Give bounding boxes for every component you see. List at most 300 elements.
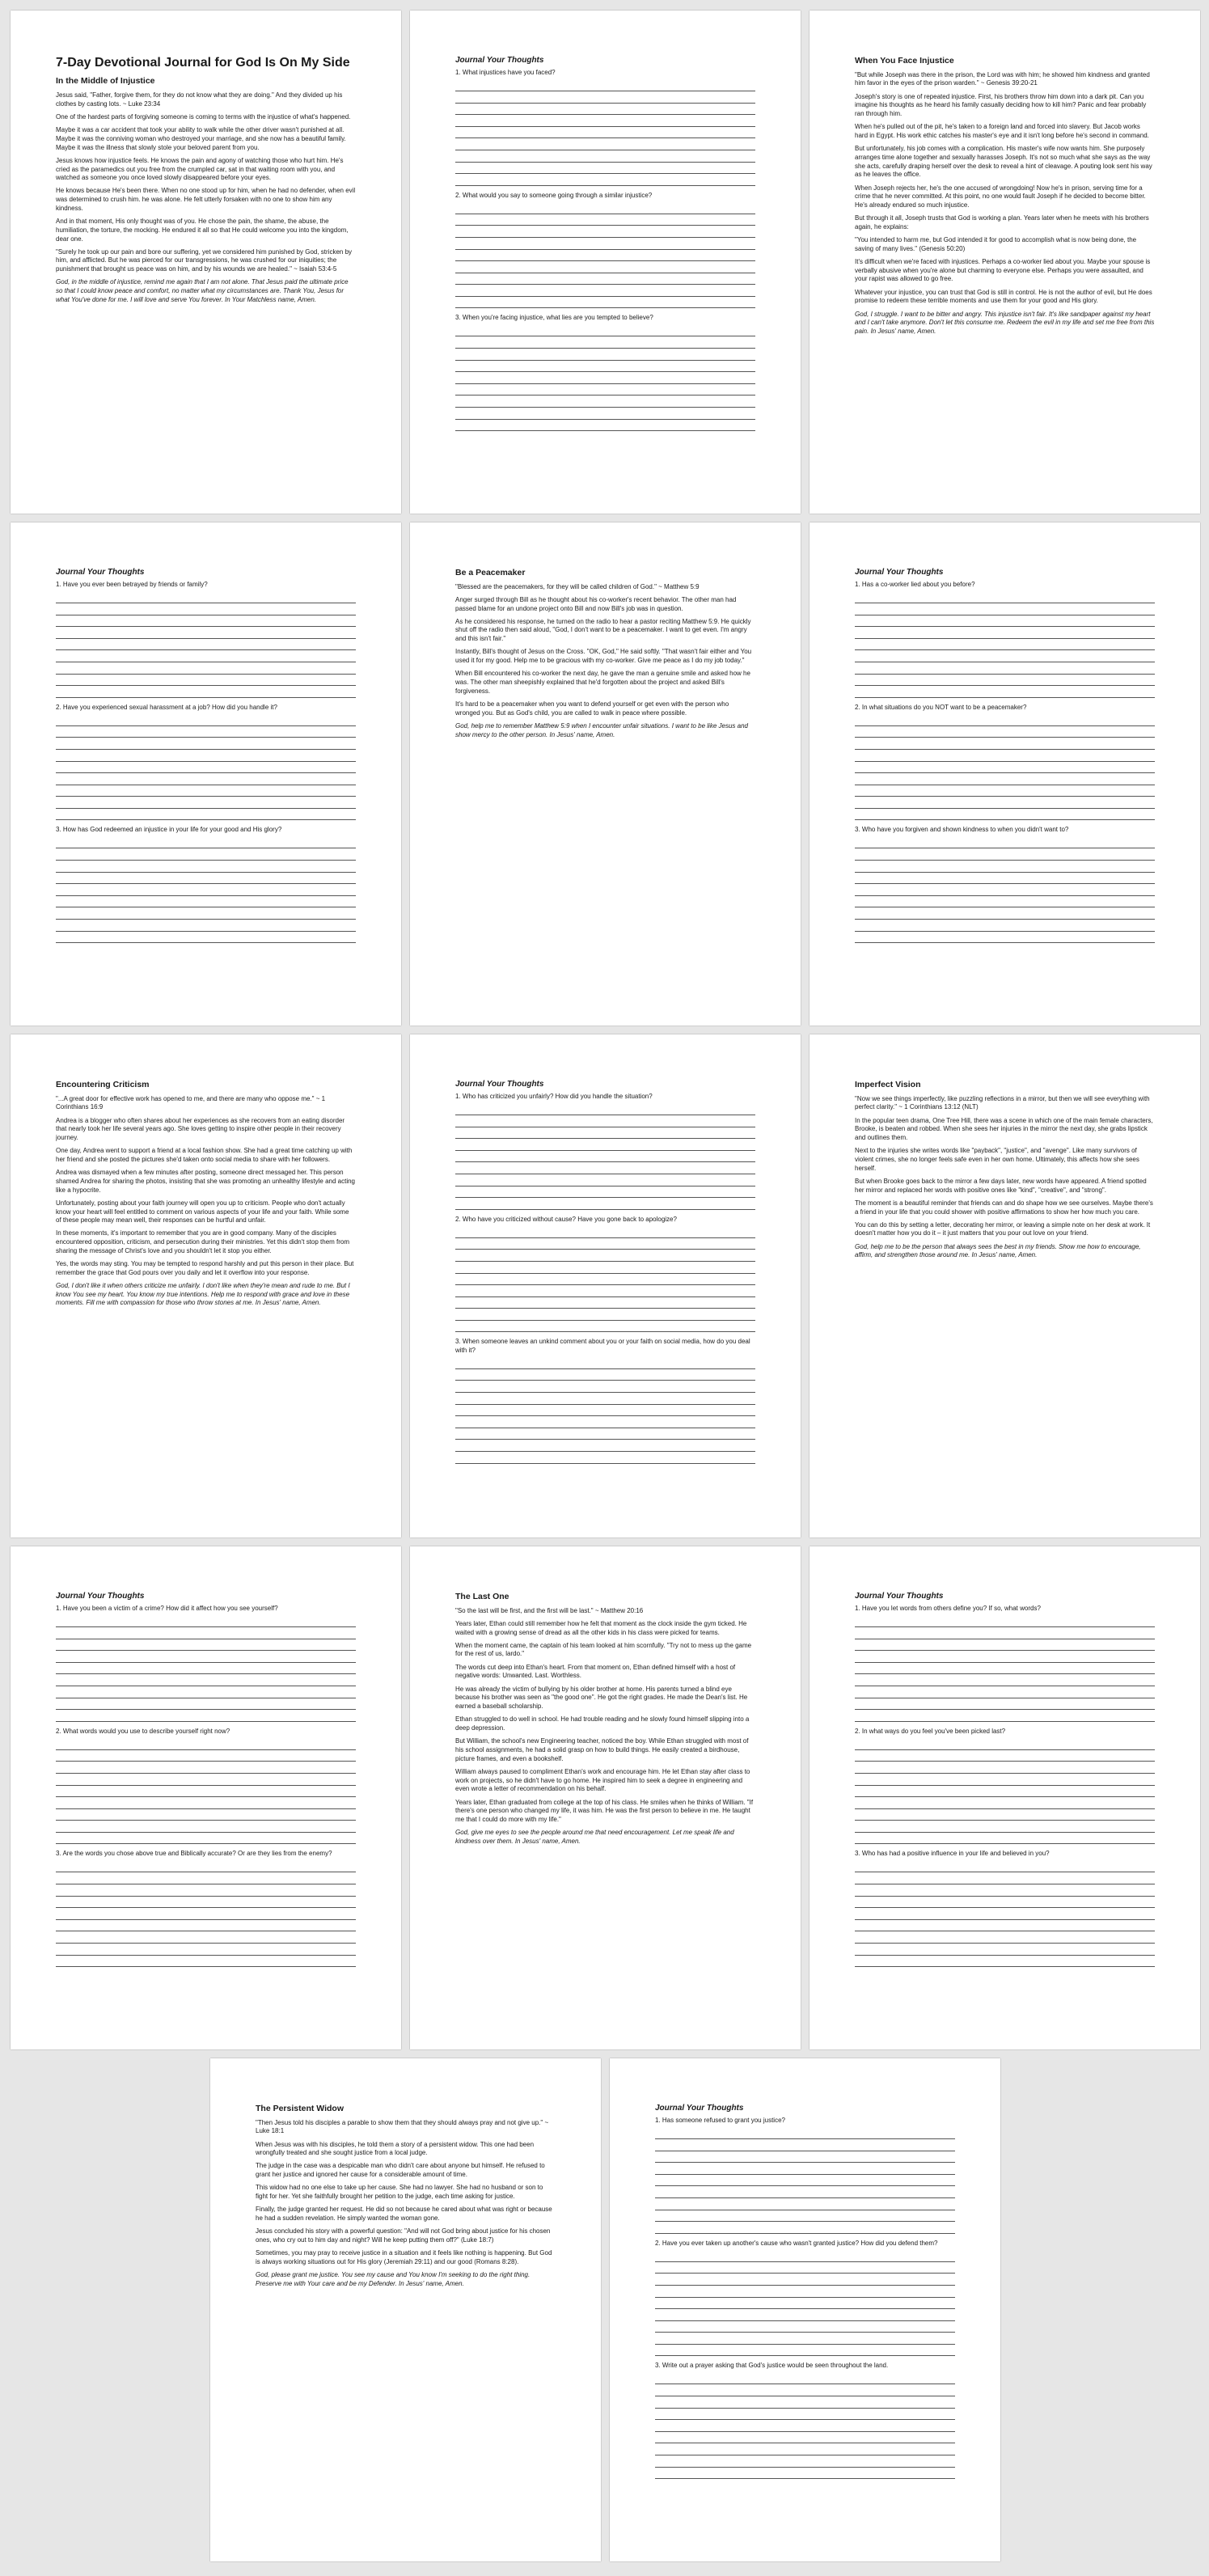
body-paragraph: When Jesus was with his disciples, he told them a story of a persistent widow. This one had been wrongfully treated and she sought justice from a local judge.: [256, 2140, 535, 2157]
writing-line[interactable]: [655, 2432, 955, 2444]
writing-line[interactable]: [56, 1663, 356, 1675]
writing-line[interactable]: [455, 1198, 755, 1210]
writing-line[interactable]: [855, 896, 1155, 908]
writing-line[interactable]: [655, 2210, 955, 2223]
writing-line[interactable]: [855, 785, 1155, 797]
writing-line[interactable]: [855, 1686, 1155, 1698]
body-paragraph: In the popular teen drama, One Tree Hill, there was a scene in which one of the main female characters, Brooke, is beaten and robbed. When she sees her injuries in the mirror the next day, she grabs lipstick and outlines them.: [855, 1116, 1153, 1141]
body-paragraph: Andrea was dismayed when a few minutes after posting, someone direct messaged her. This person shamed Andrea for sharing the photos, insisting that she was promoting an unhealthy lifestyle and acting like a hypocrite.: [56, 1169, 356, 1194]
writing-line[interactable]: [56, 662, 356, 675]
writing-line[interactable]: [855, 1627, 1155, 1639]
writing-line[interactable]: [855, 686, 1155, 698]
body-paragraph: Instantly, Bill's thought of Jesus on the Cross. "OK, God," He said softly. "That wasn't fair either and You used it for my good. Help me to be gracious with my co-worker. Give me peace as I do my job today.": [455, 648, 752, 665]
prayer-text: God, in the middle of injustice, remind me again that I am not alone. That Jesus paid the ultimate price so that I could know peace and comfort, no matter what my circumstances are. Thank You, Jesus for what You've done for me. I will love and serve You forever. In Your Matchless name, Amen.: [56, 278, 349, 303]
writing-line[interactable]: [455, 1115, 755, 1127]
writing-line[interactable]: [455, 163, 755, 175]
writing-line[interactable]: [655, 2443, 955, 2455]
writing-line[interactable]: [855, 1809, 1155, 1821]
writing-line[interactable]: [455, 372, 755, 384]
writing-line[interactable]: [455, 238, 755, 250]
writing-line[interactable]: [56, 1774, 356, 1786]
writing-line[interactable]: [855, 873, 1155, 885]
writing-line[interactable]: [56, 1710, 356, 1722]
page-10: [11, 1546, 401, 2049]
writing-line[interactable]: [56, 1821, 356, 1833]
writing-line[interactable]: [56, 603, 356, 615]
page-4: [11, 522, 401, 1026]
writing-line[interactable]: [56, 615, 356, 628]
writing-line[interactable]: [56, 714, 356, 726]
page-9: [810, 1034, 1200, 1538]
writing-line[interactable]: [855, 726, 1155, 738]
writing-line[interactable]: [855, 1750, 1155, 1762]
writing-line[interactable]: [56, 1931, 356, 1944]
writing-line[interactable]: [56, 797, 356, 809]
writing-line[interactable]: [56, 762, 356, 774]
writing-line[interactable]: [455, 1321, 755, 1333]
journal-title: 7-Day Devotional Journal for God Is On My Side: [56, 56, 350, 70]
body-paragraph: The moment is a beautiful reminder that friends can and do shape how we see ourselves. Maybe there's a friend in your life that you could shower with positive affirmations to show her how much you care.: [855, 1199, 1153, 1216]
writing-line[interactable]: [56, 726, 356, 738]
writing-line[interactable]: [455, 150, 755, 163]
journal-question: 2. Have you experienced sexual harassment at a job? How did you handle it?: [56, 703, 277, 711]
writing-line[interactable]: [455, 1250, 755, 1262]
writing-line[interactable]: [455, 285, 755, 297]
writing-line[interactable]: [56, 1897, 356, 1909]
writing-line[interactable]: [56, 861, 356, 873]
writing-line[interactable]: [855, 1833, 1155, 1845]
body-paragraph: But William, the school's new Engineering teacher, noticed the boy. While Ethan struggled with most of his school assignments, he had a solid grasp on how to build things. He easily created a birdhouse, picture frames, and even a bookshelf.: [455, 1737, 749, 1762]
writing-line[interactable]: [56, 1956, 356, 1968]
writing-line[interactable]: [56, 884, 356, 896]
writing-line[interactable]: [56, 896, 356, 908]
writing-line[interactable]: [56, 1884, 356, 1897]
writing-line[interactable]: [855, 675, 1155, 687]
writing-line[interactable]: [855, 773, 1155, 785]
writing-line[interactable]: [655, 2321, 955, 2333]
writing-line[interactable]: [455, 1297, 755, 1309]
writing-line[interactable]: [655, 2262, 955, 2274]
prayer-text: God, help me to remember Matthew 5:9 when I encounter unfair situations. I want to be like Jesus and show mercy to the other person. In Jesus' name, Amen.: [455, 721, 748, 738]
writing-line[interactable]: [655, 2175, 955, 2187]
body-paragraph: Ethan struggled to do well in school. He had trouble reading and he slowly found himself slipping into a deep depression.: [455, 1715, 750, 1732]
writing-line[interactable]: [855, 1797, 1155, 1809]
writing-line[interactable]: [455, 174, 755, 186]
writing-line[interactable]: [455, 1103, 755, 1115]
page-8: [410, 1034, 801, 1538]
journal-question: 3. How has God redeemed an injustice in your life for your good and His glory?: [56, 826, 282, 834]
writing-line[interactable]: [855, 1774, 1155, 1786]
writing-line[interactable]: [455, 1309, 755, 1321]
writing-line[interactable]: [56, 1639, 356, 1652]
writing-line[interactable]: [455, 1369, 755, 1381]
writing-line[interactable]: [655, 2309, 955, 2321]
body-paragraph: Years later, Ethan could still remember how he felt that moment as the clock inside the gym ticked. He waited with a growing sense of dread as all the other kids in his class were picked for teams.: [455, 1619, 747, 1636]
devotional-heading: When You Face Injustice: [855, 56, 954, 66]
writing-line[interactable]: [655, 2222, 955, 2234]
writing-lines: [855, 591, 1155, 697]
writing-line[interactable]: [855, 932, 1155, 944]
writing-line[interactable]: [855, 603, 1155, 615]
journal-question: 1. What injustices have you faced?: [455, 69, 556, 76]
writing-line[interactable]: [56, 1686, 356, 1698]
writing-lines: [56, 837, 356, 943]
writing-line[interactable]: [855, 1956, 1155, 1968]
writing-lines: [855, 837, 1155, 943]
writing-line[interactable]: [455, 1381, 755, 1393]
writing-lines: [455, 1357, 755, 1463]
writing-lines: [655, 2250, 955, 2356]
body-paragraph: Maybe it was a car accident that took your ability to walk while the other driver wasn't punished at all. Maybe it was the conniving woman who destroyed your marriage, and she now has a beautiful family. Maybe it was the illness that slowly stole your beloved parent from you.: [56, 126, 346, 151]
writing-lines: [56, 714, 356, 820]
body-paragraph: "Blessed are the peacemakers, for they will be called children of God." ~ Matthew 5:9: [455, 582, 700, 590]
writing-line[interactable]: [56, 1651, 356, 1663]
writing-line[interactable]: [855, 1821, 1155, 1833]
writing-lines: [855, 1861, 1155, 1967]
writing-line[interactable]: [56, 1809, 356, 1821]
writing-line[interactable]: [855, 750, 1155, 762]
writing-line[interactable]: [855, 920, 1155, 932]
prayer-text: God, give me eyes to see the people around me that need encouragement. Let me speak life and kindness over them. In Jesus' name, Amen.: [455, 1829, 734, 1845]
writing-line[interactable]: [56, 750, 356, 762]
writing-line[interactable]: [455, 1274, 755, 1286]
writing-line[interactable]: [455, 91, 755, 104]
writing-lines: [455, 79, 755, 185]
writing-line[interactable]: [855, 884, 1155, 896]
writing-line[interactable]: [655, 2455, 955, 2468]
writing-lines: [455, 325, 755, 431]
journal-question: 1. Have you ever been betrayed by friends or family?: [56, 581, 208, 588]
writing-line[interactable]: [855, 1710, 1155, 1722]
writing-line[interactable]: [655, 2127, 955, 2139]
writing-lines: [855, 1738, 1155, 1844]
writing-line[interactable]: [56, 920, 356, 932]
journal-question: 3. Who has had a positive influence in your life and believed in you?: [855, 1850, 1050, 1858]
writing-line[interactable]: [855, 797, 1155, 809]
writing-line[interactable]: [855, 662, 1155, 675]
writing-lines: [56, 1615, 356, 1721]
writing-line[interactable]: [855, 1615, 1155, 1627]
writing-line[interactable]: [855, 809, 1155, 821]
page-3: [810, 11, 1200, 514]
writing-line[interactable]: [655, 2139, 955, 2151]
body-paragraph: Finally, the judge granted her request. He did so not because he cared about what was right or because he had a sudden revelation. He simply wanted the woman gone.: [256, 2206, 552, 2223]
writing-line[interactable]: [855, 1651, 1155, 1663]
page-2: [410, 11, 801, 514]
body-paragraph: And in that moment, His only thought was of you. He chose the pain, the shame, the abuse, the humiliation, the torture, the mocking. He endured it all so that He could welcome you into the kingdom, dear one.: [56, 218, 349, 243]
writing-line[interactable]: [56, 1762, 356, 1774]
body-paragraph: Next to the injuries she writes words like "payback", "justice", and "avenge". Like many survivors of violent crimes, she no longer feels safe even in her own home. Ultimately, this affects how she sees herself.: [855, 1147, 1139, 1172]
writing-line[interactable]: [655, 2163, 955, 2175]
writing-line[interactable]: [655, 2384, 955, 2396]
writing-line[interactable]: [56, 686, 356, 698]
writing-line[interactable]: [455, 384, 755, 396]
writing-line[interactable]: [855, 1762, 1155, 1774]
writing-line[interactable]: [855, 1931, 1155, 1944]
journal-question: 3. Are the words you chose above true and Biblically accurate? Or are they lies from the enemy?: [56, 1850, 332, 1858]
writing-line[interactable]: [455, 1357, 755, 1369]
writing-line[interactable]: [56, 873, 356, 885]
writing-line[interactable]: [56, 675, 356, 687]
writing-line[interactable]: [455, 420, 755, 432]
writing-line[interactable]: [655, 2250, 955, 2262]
body-paragraph: "...A great door for effective work has opened to me, and there are many who oppose me." ~ 1 Corinthians 16:9: [56, 1094, 326, 1111]
journal-section-title: Journal Your Thoughts: [56, 568, 145, 577]
body-paragraph: "So the last will be first, and the first will be last." ~ Matthew 20:16: [455, 1606, 644, 1614]
writing-line[interactable]: [56, 1627, 356, 1639]
writing-line[interactable]: [56, 1786, 356, 1798]
writing-line[interactable]: [655, 2345, 955, 2357]
body-paragraph: "You intended to harm me, but God intended it for good to accomplish what is now being done, the saving of many lives." (Genesis 50:20): [855, 236, 1137, 252]
writing-line[interactable]: [56, 809, 356, 821]
devotional-heading: Encountering Criticism: [56, 1080, 150, 1089]
writing-line[interactable]: [855, 1738, 1155, 1750]
writing-lines: [455, 1226, 755, 1332]
journal-question: 2. In what ways do you feel you've been picked last?: [855, 1727, 1006, 1735]
writing-line[interactable]: [855, 738, 1155, 750]
writing-line[interactable]: [655, 2373, 955, 2385]
body-paragraph: "Now we see things imperfectly, like puzzling reflections in a mirror, but then we will see everything with perfect clarity." ~ 1 Corinthians 13:12 (NLT): [855, 1094, 1150, 1111]
body-paragraph: "Surely he took up our pain and bore our suffering, yet we considered him punished by God, stricken by him, and afflicted. But he was pierced for our transgressions, he was crushed for our iniquities; the punishment that brought us peace was on him, and by his wounds we are healed." ~ Isaiah 53:4-5: [56, 247, 353, 273]
writing-line[interactable]: [455, 297, 755, 309]
writing-line[interactable]: [56, 1861, 356, 1873]
writing-line[interactable]: [655, 2186, 955, 2198]
journal-question: 2. Who have you criticized without cause? Have you gone back to apologize?: [455, 1215, 677, 1223]
writing-line[interactable]: [655, 2151, 955, 2164]
body-paragraph: When Bill encountered his co-worker the next day, he gave the man a genuine smile and asked how he was. The other man sheepishly explained that he'd forgotten about the project and asked Bill's forgiveness.: [455, 670, 750, 695]
writing-line[interactable]: [455, 1416, 755, 1428]
journal-question: 2. What words would you use to describe yourself right now?: [56, 1727, 230, 1735]
writing-line[interactable]: [455, 138, 755, 150]
writing-line[interactable]: [855, 639, 1155, 651]
writing-line[interactable]: [455, 1452, 755, 1464]
writing-line[interactable]: [855, 1920, 1155, 1932]
writing-line[interactable]: [855, 1639, 1155, 1652]
page-14: [610, 2058, 1000, 2561]
body-paragraph: It's difficult when we're faced with injustices. Perhaps a co-worker lied about you. Maybe your spouse is verbally abusive when you're alone but charming to everyone else. Perhaps you were assaulted, and your rapist was allowed to go free.: [855, 258, 1151, 283]
prayer-text: God, I don't like it when others criticize me unfairly. I don't like when they're mean and rude to me. But I know You see my heart. You know my true intentions. Help me to respond with grace and love in these moments. Fill me with compassion for those who throw stones at me. In Jesus' name, Amen.: [56, 1282, 350, 1307]
writing-line[interactable]: [56, 1920, 356, 1932]
journal-question: 3. Who have you forgiven and shown kindness to when you didn't want to?: [855, 826, 1069, 834]
writing-line[interactable]: [455, 1139, 755, 1151]
body-paragraph: Andrea is a blogger who often shares about her experiences as she recovers from an eating disorder that nearly took her life several years ago. She loves getting to inspire other people in their recovery journey.: [56, 1116, 345, 1141]
writing-line[interactable]: [455, 349, 755, 361]
page-5: [410, 522, 801, 1026]
writing-line[interactable]: [655, 2298, 955, 2310]
body-paragraph: Jesus concluded his story with a powerful question: "And will not God bring about justice for his chosen ones, who cry out to him day and night? Will he keep putting them off?" (Luke 18:7): [256, 2227, 551, 2244]
body-paragraph: But through it all, Joseph trusts that God is working a plan. Years later when he meets with his brothers again, he explains:: [855, 214, 1149, 231]
body-paragraph: Jesus said, "Father, forgive them, for they do not know what they are doing." And they divided up his clothes by casting lots. ~ Luke 23:34: [56, 91, 343, 108]
page-11: [410, 1546, 801, 2049]
writing-line[interactable]: [455, 1238, 755, 1250]
body-paragraph: This widow had no one else to take up her cause. She had no lawyer. She had no husband or son to fight for her. Yet she faithfully brought her petition to the judge, each time asking for justice.: [256, 2184, 543, 2201]
devotional-heading: Be a Peacemaker: [455, 568, 526, 577]
page-6: [810, 522, 1200, 1026]
page-1: [11, 11, 401, 514]
writing-line[interactable]: [855, 1786, 1155, 1798]
writing-line[interactable]: [855, 1908, 1155, 1920]
writing-line[interactable]: [655, 2274, 955, 2286]
writing-line[interactable]: [855, 1897, 1155, 1909]
journal-section-title: Journal Your Thoughts: [56, 1592, 145, 1601]
writing-line[interactable]: [56, 932, 356, 944]
body-paragraph: It's hard to be a peacemaker when you want to defend yourself or get even with the person who wronged you. But as God's child, you are called to walk in peace where possible.: [455, 700, 729, 717]
writing-line[interactable]: [455, 127, 755, 139]
writing-line[interactable]: [855, 714, 1155, 726]
writing-line[interactable]: [655, 2198, 955, 2210]
writing-line[interactable]: [855, 627, 1155, 639]
body-paragraph: Jesus knows how injustice feels. He knows the pain and agony of watching those who hurt him. He's cried as the paramedics out you free from the crumpled car, sat in that waiting room with you, and watched as someone you once loved slowly disappeared before your eyes.: [56, 156, 344, 182]
writing-line[interactable]: [56, 1738, 356, 1750]
writing-line[interactable]: [455, 1440, 755, 1452]
writing-line[interactable]: [56, 785, 356, 797]
body-paragraph: "Then Jesus told his disciples a parable to show them that they should always pray and not give up." ~ Luke 18:1: [256, 2118, 549, 2135]
writing-line[interactable]: [56, 773, 356, 785]
writing-line[interactable]: [56, 1615, 356, 1627]
writing-line[interactable]: [455, 325, 755, 337]
writing-line[interactable]: [655, 2333, 955, 2345]
writing-line[interactable]: [455, 104, 755, 116]
writing-line[interactable]: [455, 336, 755, 349]
writing-line[interactable]: [56, 848, 356, 861]
body-paragraph: As he considered his response, he turned on the radio to hear a pastor reciting Matthew 5:9. He quickly shut off the radio then said aloud, "God, I don't want to be a peacemaker. I want to get even. I'm angry and this isn't fair.": [455, 617, 751, 643]
body-paragraph: But unfortunately, his job comes with a complication. His master's wife now wants him. She purposely arranges time alone together and sexually harasses Joseph. It's not so much what she says as the way she acts, carefully draping herself over the desk to reveal a hint of cleavage. A pouting look sent his way as he leaves the office.: [855, 145, 1152, 179]
journal-question: 3. When you're facing injustice, what lies are you tempted to believe?: [455, 314, 653, 322]
writing-line[interactable]: [855, 615, 1155, 628]
writing-line[interactable]: [855, 837, 1155, 849]
writing-line[interactable]: [855, 1663, 1155, 1675]
writing-line[interactable]: [56, 627, 356, 639]
writing-line[interactable]: [455, 1393, 755, 1405]
page-12: [810, 1546, 1200, 2049]
writing-line[interactable]: [56, 591, 356, 603]
writing-line[interactable]: [855, 848, 1155, 861]
body-paragraph: Years later, Ethan graduated from college at the top of his class. He smiles when he thinks of William. "If there's one person who changed my life, it was him. He was the first person to believe in me. He taught me that I could do more with my life.": [455, 1798, 754, 1823]
writing-line[interactable]: [56, 1674, 356, 1686]
writing-line[interactable]: [455, 1162, 755, 1174]
writing-line[interactable]: [455, 361, 755, 373]
body-paragraph: The words cut deep into Ethan's heart. From that moment on, Ethan defined himself with a host of negative words: Unwanted. Last. Worthless.: [455, 1663, 736, 1680]
journal-question: 1. Who has criticized you unfairly? How did you handle the situation?: [455, 1093, 653, 1100]
writing-line[interactable]: [56, 1833, 356, 1845]
journal-question: 1. Has someone refused to grant you justice?: [655, 2117, 785, 2124]
body-paragraph: One of the hardest parts of forgiving someone is coming to terms with the injustice of what's happened.: [56, 112, 351, 121]
prayer-text: God, I struggle. I want to be bitter and angry. This injustice isn't fair. It's like sandpaper against my heart and I can't take anymore. Don't let this consume me. Redeem the evil in my life and set me free from this pain. In Jesus' name, Amen.: [855, 310, 1155, 336]
writing-lines: [855, 714, 1155, 820]
writing-line[interactable]: [855, 1861, 1155, 1873]
journal-question: 1. Have you let words from others define you? If so, what words?: [855, 1605, 1041, 1612]
body-paragraph: The judge in the case was a despicable man who didn't care about anyone but himself. He refused to grant her justice and ignored her cause for a considerable amount of time.: [256, 2162, 545, 2179]
body-paragraph: Yes, the words may sting. You may be tempted to respond harshly and put this person in their place. But remember the grace that God pours over you daily and let it overflow into your response.: [56, 1260, 354, 1276]
writing-line[interactable]: [655, 2396, 955, 2409]
writing-lines: [56, 1861, 356, 1967]
journal-section-title: Journal Your Thoughts: [455, 1080, 544, 1089]
writing-line[interactable]: [855, 1674, 1155, 1686]
writing-line[interactable]: [455, 1262, 755, 1274]
writing-line[interactable]: [455, 214, 755, 226]
writing-line[interactable]: [855, 907, 1155, 920]
writing-line[interactable]: [655, 2468, 955, 2480]
body-paragraph: One day, Andrea went to support a friend at a local fashion show. She had a great time catching up with her friend and she posted the pictures she'd taken onto social media to share with her followers.: [56, 1147, 353, 1163]
prayer-text: God, please grant me justice. You see my cause and You know I'm seeking to do the right thing. Preserve me with Your care and be my Defender. In Jesus' name, Amen.: [256, 2271, 531, 2287]
writing-line[interactable]: [56, 738, 356, 750]
writing-line[interactable]: [455, 273, 755, 286]
writing-line[interactable]: [455, 408, 755, 420]
writing-line[interactable]: [655, 2409, 955, 2421]
page-13: [210, 2058, 601, 2561]
writing-line[interactable]: [855, 861, 1155, 873]
writing-line[interactable]: [455, 202, 755, 214]
writing-line[interactable]: [56, 650, 356, 662]
writing-line[interactable]: [455, 115, 755, 127]
writing-line[interactable]: [56, 1908, 356, 1920]
writing-line[interactable]: [56, 837, 356, 849]
writing-lines: [855, 1615, 1155, 1721]
writing-line[interactable]: [455, 1174, 755, 1186]
writing-line[interactable]: [455, 395, 755, 408]
writing-line[interactable]: [855, 762, 1155, 774]
writing-line[interactable]: [455, 1285, 755, 1297]
body-paragraph: When Joseph rejects her, he's the one accused of wrongdoing! Now he's in prison, serving time for a crime that he never committed. At this point, no one would fault Joseph if he decided to become bitter. He's already endured so much injustice.: [855, 184, 1146, 209]
journal-section-title: Journal Your Thoughts: [455, 56, 544, 65]
body-paragraph: When he's pulled out of the pit, he's taken to a foreign land and forced into slavery. But Jacob works hard in Egypt. His work ethic catches his master's eye and it isn't long before he's second in command.: [855, 123, 1149, 139]
devotional-heading: The Persistent Widow: [256, 2104, 345, 2113]
writing-line[interactable]: [455, 1186, 755, 1199]
writing-line[interactable]: [655, 2420, 955, 2432]
writing-line[interactable]: [455, 1127, 755, 1140]
writing-line[interactable]: [56, 1944, 356, 1956]
writing-line[interactable]: [855, 1698, 1155, 1711]
writing-line[interactable]: [455, 1151, 755, 1163]
writing-line[interactable]: [855, 591, 1155, 603]
body-paragraph: When the moment came, the captain of his team looked at him scornfully. "Try not to mess up the game for the rest of us, lardo.": [455, 1641, 752, 1658]
body-paragraph: He knows because He's been there. When no one stood up for him, when he had no defender, when evil was determined to crush him. he was alone. He felt utterly forsaken with no one to show him any kindness.: [56, 187, 356, 212]
journal-question: 2. What would you say to someone going through a similar injustice?: [455, 191, 653, 199]
writing-line[interactable]: [855, 1944, 1155, 1956]
writing-line[interactable]: [455, 1226, 755, 1238]
devotional-heading: In the Middle of Injustice: [56, 76, 155, 87]
writing-line[interactable]: [56, 907, 356, 920]
writing-line[interactable]: [455, 1428, 755, 1440]
writing-line[interactable]: [855, 1884, 1155, 1897]
writing-line[interactable]: [855, 1872, 1155, 1884]
writing-line[interactable]: [455, 226, 755, 238]
devotional-heading: The Last One: [455, 1592, 509, 1601]
body-paragraph: Whatever your injustice, you can trust that God is still in control. He is not the author of evil, but He does promise to redeem these terrible moments and use them for your good and His glory.: [855, 288, 1152, 305]
prayer-text: God, help me to be the person that always sees the best in my friends. Show me how to encourage, affirm, and strengthen those around me. In Jesus' name, Amen.: [855, 1242, 1141, 1259]
body-paragraph: Anger surged through Bill as he thought about his co-worker's recent behavior. The other man had passed blame for an undone project onto Bill and now Bill's job was in question.: [455, 595, 737, 612]
writing-line[interactable]: [655, 2286, 955, 2298]
writing-lines: [455, 202, 755, 308]
writing-lines: [455, 1103, 755, 1209]
body-paragraph: Joseph's story is one of repeated injustice. First, his brothers throw him down into a dark pit. Can you imagine his thoughts as he heard his family casually deciding how to kill him? Panic and fear probably ran through him.: [855, 92, 1147, 117]
writing-line[interactable]: [56, 639, 356, 651]
devotional-heading: Imperfect Vision: [855, 1080, 921, 1089]
body-paragraph: "But while Joseph was there in the prison, the Lord was with him; he showed him kindness and granted him favor in the eyes of the prison warden." ~ Genesis 39:20-21: [855, 70, 1150, 87]
writing-line[interactable]: [455, 250, 755, 262]
writing-line[interactable]: [855, 650, 1155, 662]
writing-line[interactable]: [56, 1872, 356, 1884]
writing-line[interactable]: [56, 1698, 356, 1711]
writing-line[interactable]: [455, 1405, 755, 1417]
journal-question: 3. Write out a prayer asking that God's justice would be seen throughout the land.: [655, 2362, 889, 2370]
writing-line[interactable]: [56, 1750, 356, 1762]
writing-line[interactable]: [455, 79, 755, 91]
page-7: [11, 1034, 401, 1538]
journal-question: 2. In what situations do you NOT want to be a peacemaker?: [855, 703, 1027, 711]
writing-line[interactable]: [455, 261, 755, 273]
writing-line[interactable]: [56, 1797, 356, 1809]
